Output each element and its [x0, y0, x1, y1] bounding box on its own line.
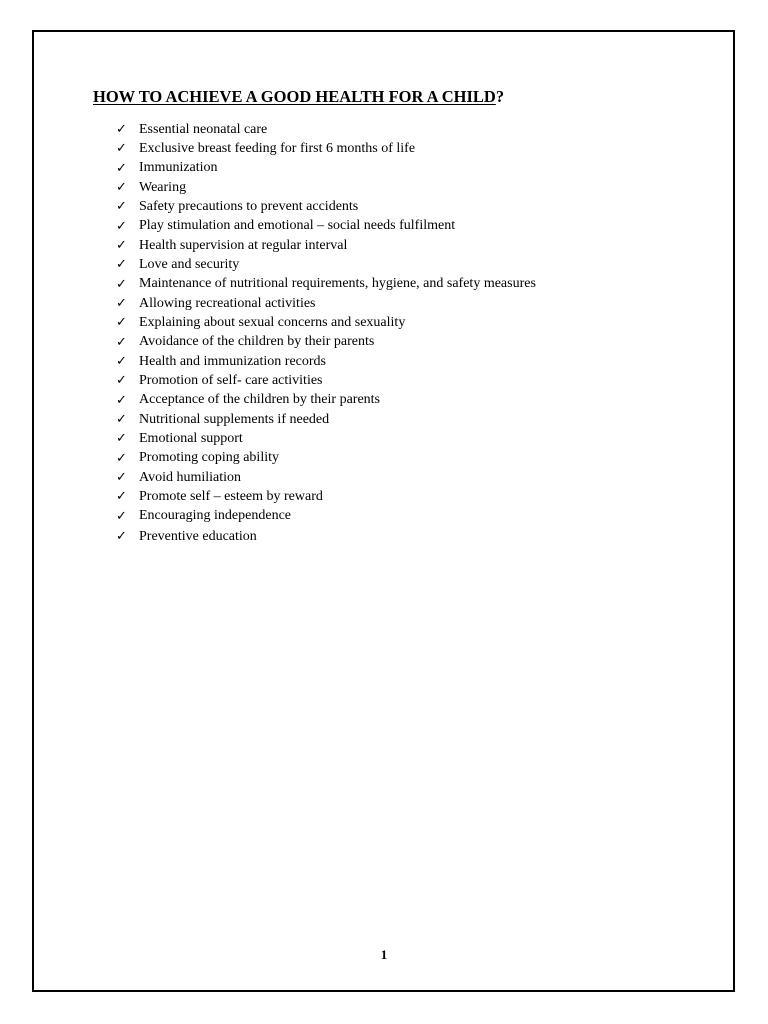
checklist-item-text: Health and immunization records	[139, 353, 326, 369]
checkmark-icon: ✓	[116, 412, 127, 428]
checklist-item-text: Health supervision at regular interval	[139, 237, 348, 253]
checklist-item-text: Love and security	[139, 256, 240, 272]
checkmark-icon: ✓	[116, 257, 127, 273]
checklist-item	[116, 139, 536, 158]
checklist-item	[116, 391, 536, 410]
checkmark-icon: ✓	[116, 180, 127, 196]
checklist-item	[116, 507, 536, 526]
checkmark-icon: ✓	[116, 315, 127, 331]
checklist-item-text: Play stimulation and emotional – social needs fulfilment	[139, 218, 456, 234]
checkmark-icon: ✓	[116, 489, 127, 505]
checklist-item-text: Promoting coping ability	[139, 450, 279, 466]
checklist-item-text: Allowing recreational activities	[139, 295, 316, 311]
checkmark-icon: ✓	[116, 238, 127, 254]
checkmark-icon: ✓	[116, 470, 127, 486]
checklist-item-text: Promotion of self- care activities	[139, 372, 323, 388]
checklist-item	[116, 371, 536, 390]
checklist-item-text: Encouraging independence	[139, 508, 291, 524]
checkmark-icon: ✓	[116, 373, 127, 389]
checklist-item	[116, 313, 536, 332]
checklist-item	[116, 527, 536, 546]
checklist-item-text: Promote self – esteem by reward	[139, 488, 323, 504]
checklist-item-text: Nutritional supplements if needed	[139, 411, 330, 427]
checklist-item-text: Avoid humiliation	[139, 469, 242, 485]
checklist-item	[116, 449, 536, 468]
checklist-item-text: Wearing	[139, 179, 187, 195]
checkmark-icon: ✓	[116, 354, 127, 370]
checklist-item	[116, 410, 536, 429]
checkmark-icon: ✓	[116, 508, 127, 524]
checkmark-icon: ✓	[116, 122, 127, 138]
checklist-item	[116, 487, 536, 506]
page-number: 1	[380, 947, 388, 962]
checkmark-icon: ✓	[116, 431, 127, 447]
checklist-item	[116, 429, 536, 448]
checklist-item-text: Immunization	[139, 160, 218, 176]
checkmark-icon: ✓	[116, 392, 127, 408]
checklist-item	[116, 159, 536, 178]
checklist-item	[116, 333, 536, 352]
checkmark-icon: ✓	[116, 529, 127, 545]
document-title	[93, 87, 504, 107]
checkmark-icon: ✓	[116, 218, 127, 234]
checkmark-icon: ✓	[116, 296, 127, 312]
checklist-item	[116, 236, 536, 255]
checkmark-icon: ✓	[116, 276, 127, 292]
checkmark-icon: ✓	[116, 450, 127, 466]
checklist-item	[116, 255, 536, 274]
checkmark-icon: ✓	[116, 160, 127, 176]
checklist-item	[116, 294, 536, 313]
checklist-item	[116, 197, 536, 216]
title-text: HOW TO ACHIEVE A GOOD HEALTH FOR A CHILD	[93, 87, 496, 106]
checklist-item	[116, 275, 536, 294]
title-question-mark: ?	[495, 87, 505, 106]
checklist-item	[116, 468, 536, 487]
health-checklist	[116, 120, 536, 546]
checklist-item-text: Acceptance of the children by their parents	[139, 392, 381, 408]
checklist-item	[116, 352, 536, 371]
checkmark-icon: ✓	[116, 141, 127, 157]
checklist-item-text: Preventive education	[139, 528, 257, 544]
checklist-item	[116, 178, 536, 197]
checkmark-icon: ✓	[116, 334, 127, 350]
checklist-item-text: Safety precautions to prevent accidents	[139, 198, 359, 214]
checklist-item	[116, 120, 536, 139]
checklist-item-text: Explaining about sexual concerns and sexuality	[139, 314, 406, 330]
checklist-item-text: Maintenance of nutritional requirements, hygiene, and safety measures	[139, 276, 536, 292]
checklist-item	[116, 217, 536, 236]
checklist-item-text: Emotional support	[139, 430, 243, 446]
checklist-item-text: Exclusive breast feeding for first 6 months of life	[139, 140, 416, 156]
checklist-item-text: Avoidance of the children by their parents	[139, 334, 375, 350]
checklist-item-text: Essential neonatal care	[139, 121, 268, 137]
checkmark-icon: ✓	[116, 199, 127, 215]
